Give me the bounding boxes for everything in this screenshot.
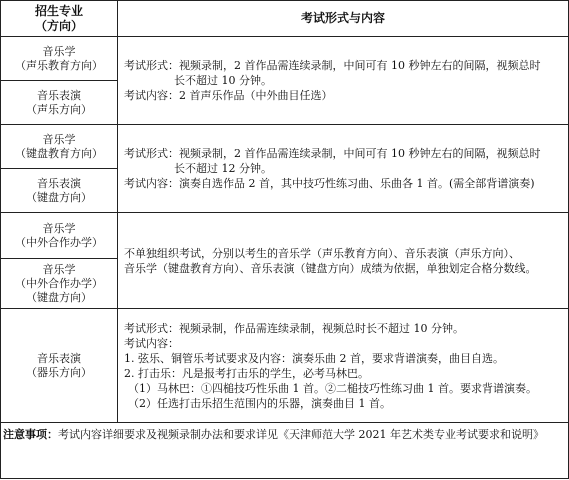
table-row [1,309,569,423]
major-cell: 音乐表演 （器乐方向） [1,309,118,423]
table-row [1,37,569,81]
major-cell: 音乐学 （中外合作办学） （键盘方向） [1,259,118,309]
table-header-row [1,1,569,37]
note-row [1,423,569,479]
exam-content-cell: 考试形式：视频录制，作品需连续录制，视频总时长不超过 10 分钟。 考试内容： 1. 弦乐、铜管乐考试要求及内容：演奏乐曲 2 首，要求背谱演奏，曲目自选。 2. 打击乐：凡是报考打击乐的学生，必考马林巴。 （1）马林巴：①四槌技巧性乐曲 1 首。②二槌技巧性练习曲 1 首。要求背谱演奏。 （2）任选打击乐招生范围内的乐器，演奏曲目 1 首。 [118,309,569,423]
exam-content-cell: 考试形式：视频录制，2 首作品需连续录制，中间可有 10 秒钟左右的间隔，视频总时 长不超过 12 分钟。 考试内容：演奏自选作品 2 首，其中技巧性练习曲、乐曲各 1 首。(需全部背谱演奏) [118,125,569,213]
note-label: 注意事项： [3,428,58,441]
table-row [1,213,569,259]
note-cell [1,423,569,479]
exam-content-cell: 考试形式：视频录制，2 首作品需连续录制，中间可有 10 秒钟左右的间隔，视频总时 长不超过 10 分钟。 考试内容：2 首声乐作品（中外曲目任选） [118,37,569,125]
table-row [1,125,569,169]
header-content: 考试形式与内容 [118,1,569,37]
major-cell: 音乐学 （中外合作办学） [1,213,118,259]
major-cell: 音乐学 （键盘教育方向） [1,125,118,169]
exam-content-cell: 不单独组织考试，分别以考生的音乐学（声乐教育方向）、音乐表演（声乐方向）、 音乐学（键盘教育方向）、音乐表演（键盘方向）成绩为依据，单独划定合格分数线。 [118,213,569,309]
major-cell: 音乐表演 （键盘方向） [1,169,118,213]
note-text: 考试内容详细要求及视频录制办法和要求详见《天津师范大学 2021 年艺术类专业考试要求和说明》 [58,428,544,441]
header-major: 招生专业 （方向） [1,1,118,37]
major-cell: 音乐学 （声乐教育方向） [1,37,118,81]
major-cell: 音乐表演 （声乐方向） [1,81,118,125]
